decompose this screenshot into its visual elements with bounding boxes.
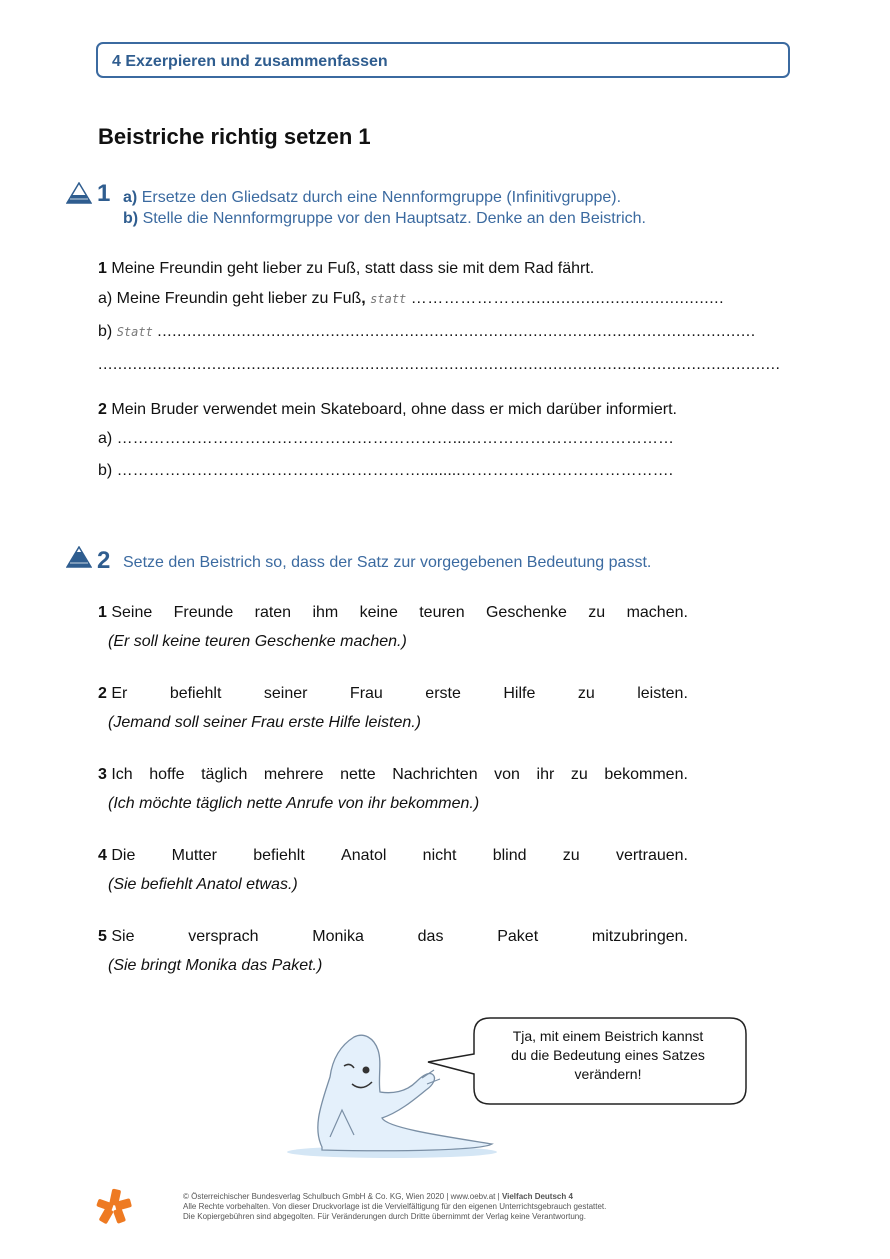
word: nette xyxy=(340,766,376,783)
task-1-number: 1 xyxy=(97,180,111,207)
word: zu xyxy=(577,685,595,702)
task-2-hint-2: (Jemand soll seiner Frau erste Hilfe leisten.) xyxy=(108,714,422,731)
sentence-number: 5 Sie xyxy=(98,928,135,945)
task-2-hint-1: (Er soll keine teuren Geschenke machen.) xyxy=(108,633,407,650)
word: befiehlt xyxy=(169,685,222,702)
word: mitzubringen. xyxy=(591,928,688,945)
word: Paket xyxy=(497,928,539,945)
word: zu xyxy=(570,766,588,783)
task-1-instruction-b: b) Stelle die Nennformgruppe vor den Hauptsatz. Denke an den Beistrich. xyxy=(123,210,646,227)
word: Nachrichten xyxy=(392,766,478,783)
word: vertrauen. xyxy=(615,847,688,864)
word: versprach xyxy=(188,928,259,945)
word: ihm xyxy=(312,604,339,621)
word: Freunde xyxy=(173,604,234,621)
word: Frau xyxy=(349,685,383,702)
task-2-sentence-1[interactable] xyxy=(98,604,688,622)
word: Hilfe xyxy=(503,685,536,702)
sentence-number: 3 Ich xyxy=(98,766,133,783)
word: Monika xyxy=(312,928,364,945)
sentence-number: 1 Seine xyxy=(98,604,153,621)
word: keine xyxy=(359,604,398,621)
word: von xyxy=(494,766,520,783)
word: zu xyxy=(562,847,580,864)
word: erste xyxy=(425,685,461,702)
word: Mutter xyxy=(171,847,217,864)
difficulty-pyramid-icon xyxy=(66,546,92,568)
task-1-sentence-1-answer-a[interactable]: a) Meine Freundin geht lieber zu Fuß, statt …………………........................................ xyxy=(98,290,725,307)
word: das xyxy=(417,928,444,945)
difficulty-pyramid-icon xyxy=(66,182,92,204)
word: blind xyxy=(492,847,527,864)
task-1-sentence-1: 1 Meine Freundin geht lieber zu Fuß, statt dass sie mit dem Rad fährt. xyxy=(98,260,595,277)
task-2-sentence-4[interactable] xyxy=(98,847,688,865)
task-1-sentence-2-answer-a[interactable]: a) ………………………………………………………...………………………………… xyxy=(98,430,675,447)
word: teuren xyxy=(419,604,465,621)
word: Geschenke xyxy=(485,604,567,621)
word: seiner xyxy=(263,685,308,702)
sentence-number: 2 Er xyxy=(98,685,128,702)
word: täglich xyxy=(201,766,248,783)
task-1-instruction-a: a) Ersetze den Gliedsatz durch eine Nennformgruppe (Infinitivgruppe). xyxy=(123,189,622,206)
task-2-instruction: Setze den Beistrich so, dass der Satz zur vorgegebenen Bedeutung passt. xyxy=(123,554,652,571)
word: hoffe xyxy=(149,766,185,783)
task-2-sentence-2[interactable] xyxy=(98,685,688,703)
task-2-sentence-5[interactable] xyxy=(98,928,688,946)
chapter-title: 4 Exzerpieren und zusammenfassen xyxy=(112,53,388,70)
task-1-sentence-2-answer-b[interactable]: b) ………………………………………………….........…………………………………. xyxy=(98,462,674,479)
publisher-logo-icon xyxy=(96,1188,132,1224)
word: Anatol xyxy=(341,847,387,864)
footer-copyright: © Österreichischer Bundesverlag Schulbuch GmbH & Co. KG, Wien 2020 | www.oebv.at | Vielfach Deutsch 4 Alle Rechte vorbehalten. Von dieser Druckvorlage ist die Vervielfältigung für den eigenen Unterrichtsgebrauch gestattet. Die Kopiergebühren sind abgegolten. Für Veränderungen durch Dritte übernimmt der Verlag keine Verantwortung. xyxy=(183,1192,607,1221)
task-2-hint-4: (Sie befiehlt Anatol etwas.) xyxy=(108,876,298,893)
word: leisten. xyxy=(637,685,688,702)
word: mehrere xyxy=(263,766,324,783)
word: ihr xyxy=(536,766,555,783)
word: nicht xyxy=(422,847,457,864)
task-2-hint-5: (Sie bringt Monika das Paket.) xyxy=(108,957,323,974)
word: machen. xyxy=(626,604,688,621)
page-title: Beistriche richtig setzen 1 xyxy=(98,124,371,149)
speech-bubble-text: Tja, mit einem Beistrich kannst du die Bedeutung eines Satzes verändern! xyxy=(511,1028,705,1082)
task-1-sentence-2: 2 Mein Bruder verwendet mein Skateboard, ohne dass er mich darüber informiert. xyxy=(98,401,677,418)
task-1-answer-line[interactable]: .......................................................................................................................................... xyxy=(98,356,781,373)
word: befiehlt xyxy=(253,847,305,864)
sentence-number: 4 Die xyxy=(98,847,136,864)
word: bekommen. xyxy=(604,766,688,783)
word: raten xyxy=(254,604,292,621)
task-1-sentence-1-answer-b[interactable]: b) Statt ......................................................................................................................... xyxy=(98,323,756,340)
word: zu xyxy=(588,604,606,621)
chapter-header xyxy=(96,42,790,78)
task-2-number: 2 xyxy=(97,547,111,574)
task-2-sentence-3[interactable] xyxy=(98,766,688,784)
task-2-hint-3: (Ich möchte täglich nette Anrufe von ihr bekommen.) xyxy=(108,795,480,812)
